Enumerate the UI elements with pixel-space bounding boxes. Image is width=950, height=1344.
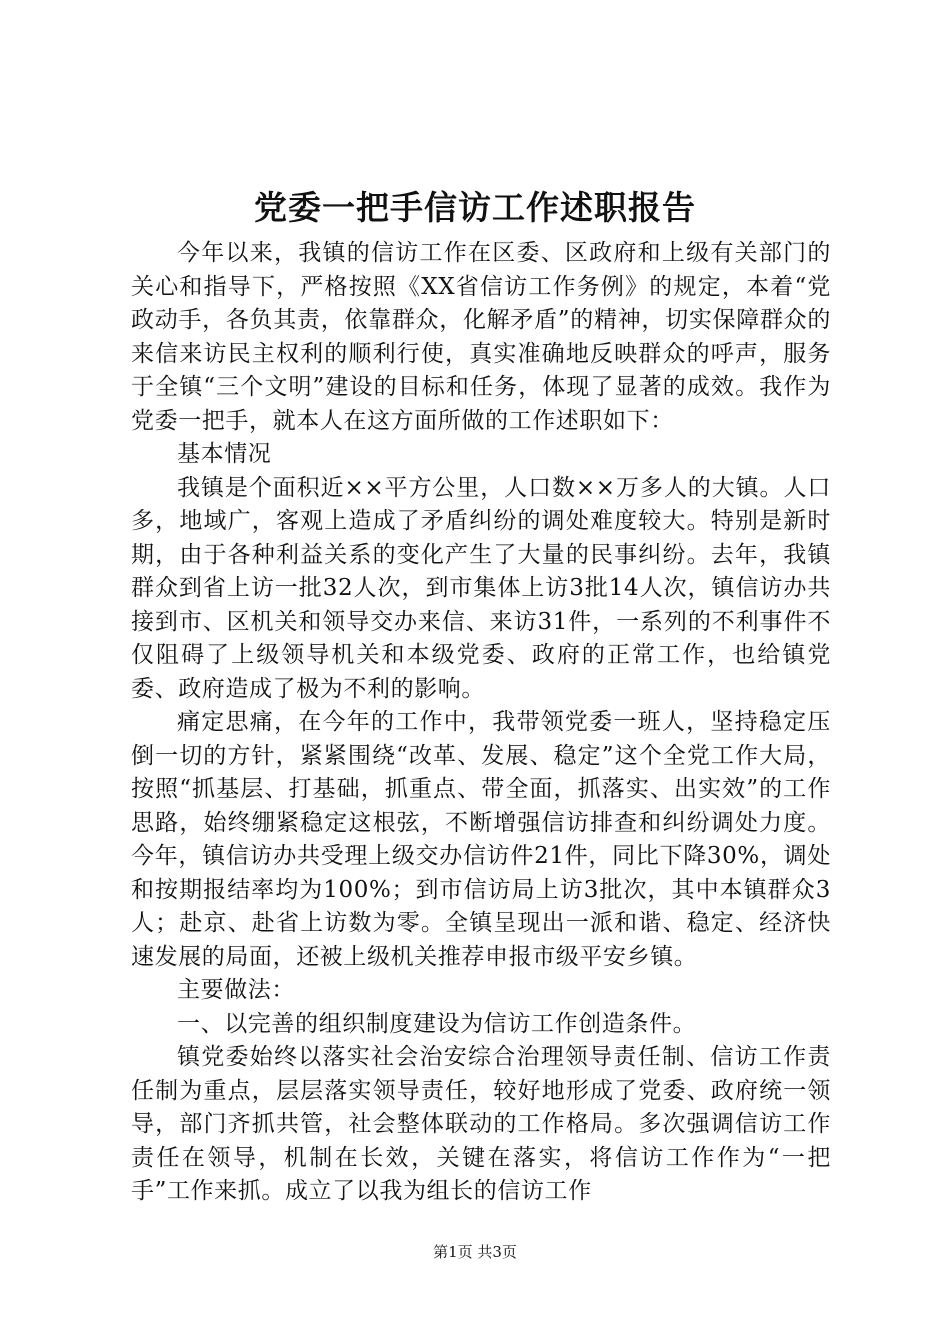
document-title: 党委一把手信访工作述职报告: [254, 188, 696, 227]
paragraph-basic-situation: 我镇是个面积近××平方公里，人口数××万多人的大镇。人口多，地域广，客观上造成了矛盾纠纷的调处难度较大。特别是新时期，由于各种利益关系的变化产生了大量的民事纠纷。去年，我镇群众到省上访一批32人次，到市集体上访3批14人次，镇信访办共接到市、区机关和领导交办来信、来访31件，一系列的不利事件不仅阻碍了上级领导机关和本级党委、政府的正常工作，也给镇党委、政府造成了极为不利的影响。: [131, 474, 831, 702]
document-body: [131, 237, 831, 1209]
section-heading-main-methods: 主要做法：: [177, 977, 295, 1003]
section-heading-basic-situation: 基本情况: [177, 441, 272, 467]
subheading-organization: 一、以完善的组织制度建设为信访工作创造条件。: [177, 1010, 697, 1037]
paragraph-organization: 镇党委始终以落实社会治安综合治理领导责任制、信访工作责任制为重点，层层落实领导责任，较好地形成了党委、政府统一领导，部门齐抓共管，社会整体联动的工作格局。多次强调信访工作责任在领导，机制在长效，关键在落实，将信访工作作为“一把手”工作来抓。成立了以我为组长的信访工作: [131, 1044, 831, 1204]
paragraph-results: 痛定思痛，在今年的工作中，我带领党委一班人，坚持稳定压倒一切的方针，紧紧围绕“改革、发展、稳定”这个全党工作大局，按照“抓基层、打基础，抓重点、带全面，抓落实、出实效”的工作思路，始终绷紧稳定这根弦，不断增强信访排查和纠纷调处力度。今年，镇信访办共受理上级交办信访件21件，同比下降30%，调处和按期报结率均为100%；到市信访局上访3批次，其中本镇群众3人；赴京、赴省上访数为零。全镇呈现出一派和谐、稳定、经济快速发展的局面，还被上级机关推荐申报市级平安乡镇。: [131, 709, 831, 970]
page-number-footer: 第1页 共3页: [433, 1243, 517, 1261]
paragraph-intro: 今年以来，我镇的信访工作在区委、区政府和上级有关部门的关心和指导下，严格按照《XX省信访工作务例》的规定，本着“党政动手，各负其责，依靠群众，化解矛盾”的精神，切实保障群众的来信来访民主权利的顺利行使，真实准确地反映群众的呼声，服务于全镇“三个文明”建设的目标和任务，体现了显著的成效。我作为党委一把手，就本人在这方面所做的工作述职如下：: [131, 240, 831, 434]
